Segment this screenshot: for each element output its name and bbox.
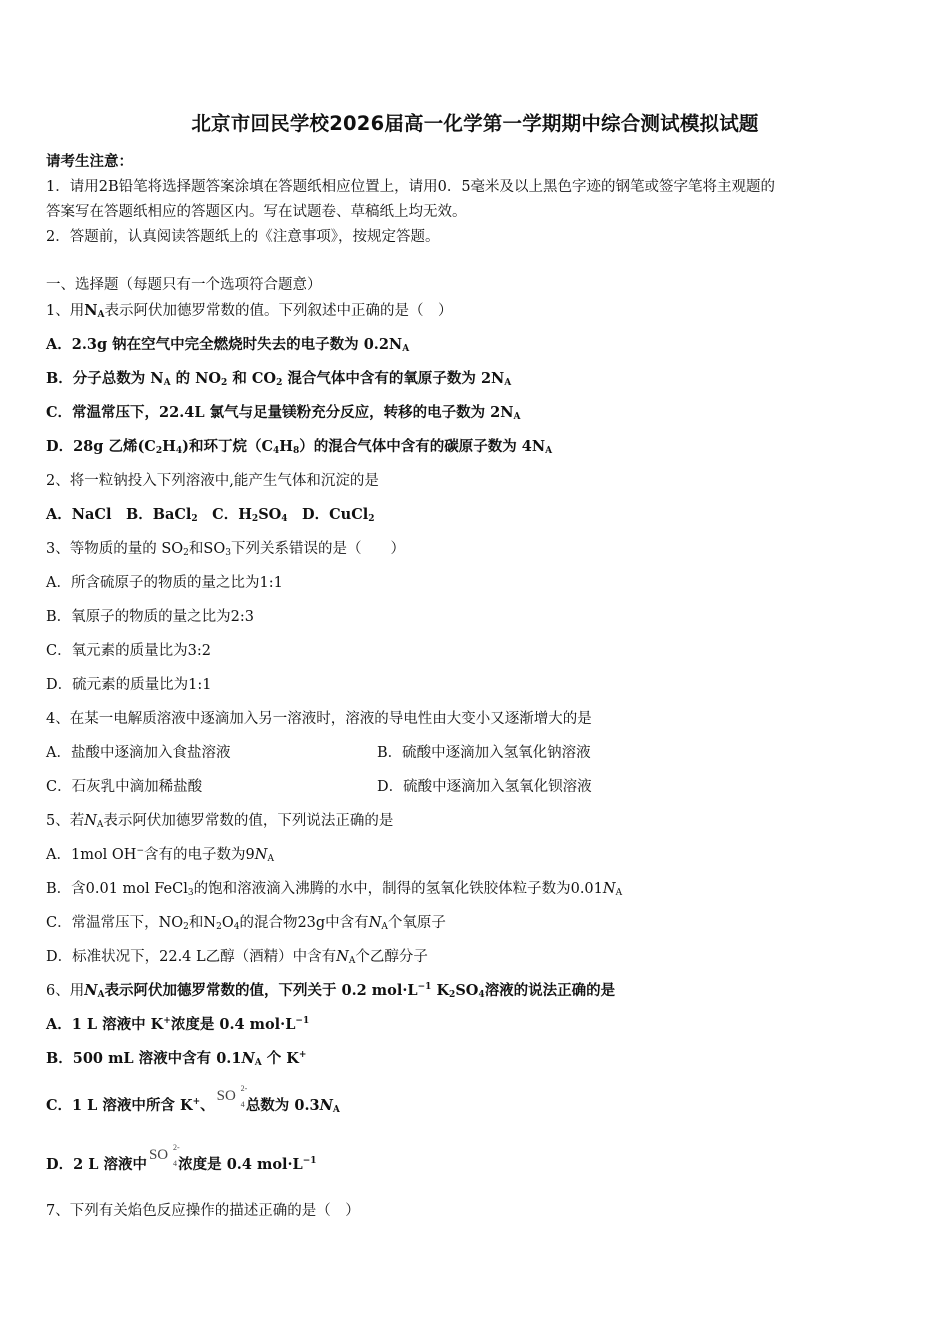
q6-stem-c: K [431, 982, 450, 999]
ion-base-2: SO [148, 1147, 169, 1163]
q6-c-text-b: 、 [200, 1097, 215, 1114]
q5-d-text-a: D．标准状况下，22.4 L乙醇（酒精）中含有 [46, 949, 337, 965]
q3-stem-b: 和SO [188, 541, 226, 557]
q1-b-text-d: 混合气体中含有的氧原子数为 2N [282, 370, 505, 387]
q1-option-d [46, 440, 552, 455]
q2-stem: 2、将一粒钠投入下列溶液中,能产生气体和沉淀的是 [46, 473, 379, 489]
q2-opt-b: C．H [197, 506, 252, 523]
q1-a-sub: A [402, 344, 410, 354]
q6-b-text-b: 个 K [261, 1050, 299, 1067]
q6-stem [46, 984, 615, 999]
q1-b-sub-4: A [504, 378, 512, 388]
q5-a-text-a: A．1mol OH [46, 847, 137, 863]
q6-stem-na: N [84, 982, 98, 999]
q3-option-d: D．硫元素的质量比为1:1 [46, 677, 212, 693]
q6-b-sub: A [254, 1058, 262, 1068]
q4-option-a: A．盐酸中逐滴加入食盐溶液 [46, 745, 231, 761]
q5-c-text-c: O [221, 915, 234, 931]
q4-option-d: D．硫酸中逐滴加入氢氧化钡溶液 [377, 779, 592, 795]
q3-sub-1: 2 [183, 548, 189, 558]
q6-option-d [46, 1143, 317, 1173]
sulfate-ion-formula-2 [148, 1143, 180, 1168]
q3-stem-a: 3、等物质的量的 SO [46, 541, 184, 557]
q5-c-na: N [368, 915, 382, 931]
q3-option-a: A．所含硫原子的物质的量之比为1:1 [46, 575, 283, 591]
q5-b-text-b: 的饱和溶液滴入沸腾的水中，制得的氢氧化铁胶体粒子数为0.01 [193, 881, 603, 897]
q6-a-sup-2: −1 [295, 1016, 310, 1026]
q1-d-text-a: D．28g 乙烯(C [46, 438, 156, 455]
ion-base: SO [216, 1088, 236, 1104]
ion-sup-2: 2- [172, 1143, 180, 1152]
notice-item-2: 2．答题前，认真阅读答题纸上的《注意事项》，按规定答题。 [46, 229, 440, 245]
q2-opt-a: A．NaCl B．BaCl [46, 506, 192, 523]
q1-d-text-c: )和环丁烷（C [182, 438, 273, 455]
q5-d-sub: A [348, 956, 356, 966]
q7-stem: 7、下列有关焰色反应操作的描述正确的是（ ） [46, 1203, 360, 1219]
q1-d-text-b: H [162, 438, 176, 455]
q1-option-b [46, 372, 511, 387]
q2-opt-c: SO [258, 506, 282, 523]
q5-stem-a: 5、若 [46, 813, 85, 829]
q6-d-sup: −1 [302, 1156, 317, 1166]
q1-stem-text-b: 表示阿伏加德罗常数的值。下列叙述中正确的是（ ） [104, 303, 453, 319]
q2-sub-2: 2 [251, 514, 259, 524]
ion-sup: 2- [240, 1084, 248, 1093]
q6-c-sup: + [192, 1097, 201, 1107]
q4-stem: 4、在某一电解质溶液中逐滴加入另一溶液时，溶液的导电性由大变小又逐渐增大的是 [46, 711, 592, 727]
q5-option-b [46, 882, 622, 897]
q2-sub-3: 4 [281, 514, 288, 524]
q5-c-text-a: C．常温常压下，NO [46, 915, 184, 931]
q5-c-sub-2: 2 [216, 922, 222, 932]
q1-b-text-a: B．分子总数为 N [46, 370, 164, 387]
q6-stem-sub-2: 2 [449, 990, 456, 1000]
q6-d-text-a: D．2 L 溶液中 [46, 1156, 147, 1173]
q1-stem [46, 304, 452, 319]
q5-c-sub-1: 2 [183, 922, 189, 932]
q6-b-text-a: B．500 mL 溶液中含有 0.1 [46, 1050, 242, 1067]
q5-a-sup: − [136, 846, 145, 856]
q6-c-text-a: C．1 L 溶液中所含 K [46, 1097, 193, 1114]
q5-stem-sub: A [96, 820, 104, 830]
q6-c-sub: A [332, 1105, 340, 1115]
q1-d-sub-3: 4 [272, 446, 280, 456]
q2-sub-1: 2 [191, 514, 198, 524]
q5-b-na: N [602, 881, 616, 897]
q2-opt-d: D．CuCl [287, 506, 369, 523]
q6-stem-sup: −1 [417, 982, 432, 992]
sulfate-ion-formula [216, 1084, 248, 1109]
q6-a-text-b: 浓度是 0.4 mol·L [170, 1016, 296, 1033]
q5-option-c [46, 916, 446, 931]
q1-stem-na: N [84, 302, 98, 319]
q1-b-sub-2: 2 [221, 378, 228, 388]
q6-c-na: N [319, 1097, 333, 1114]
notice-heading: 请考生注意： [46, 153, 133, 170]
q2-options [46, 508, 375, 523]
q6-a-text-a: A．1 L 溶液中 K [46, 1016, 164, 1033]
q1-b-text-c: 和 CO [227, 370, 277, 387]
q1-d-text-e: ）的混合气体中含有的碳原子数为 4N [299, 438, 546, 455]
q5-option-a [46, 848, 274, 863]
q1-d-sub-5: A [545, 446, 553, 456]
q6-stem-sub: A [97, 990, 105, 1000]
q5-stem-b: 表示阿伏加德罗常数的值，下列说法正确的是 [103, 813, 394, 829]
q5-a-text-b: 含有的电子数为9 [144, 847, 255, 863]
q6-d-text-b: 浓度是 0.4 mol·L [178, 1156, 303, 1173]
q3-option-b: B．氧原子的物质的量之比为2:3 [46, 609, 254, 625]
q5-c-text-e: 个氧原子 [387, 915, 446, 931]
q5-stem [46, 814, 393, 829]
q1-stem-sub: A [97, 310, 105, 320]
q5-d-text-b: 个乙醇分子 [355, 949, 428, 965]
q3-sub-2: 3 [225, 548, 231, 558]
q6-option-a [46, 1018, 309, 1033]
q1-b-sub-1: A [163, 378, 171, 388]
q6-stem-e: 溶液的说法正确的是 [484, 982, 616, 999]
q5-a-na: N [254, 847, 268, 863]
q2-sub-4: 2 [368, 514, 375, 524]
notice-item-1-line-2: 答案写在答题纸相应的答题区内。写在试题卷、草稿纸上均无效。 [46, 204, 467, 220]
q6-b-sup: + [298, 1050, 307, 1060]
q1-d-text-d: H [279, 438, 293, 455]
q6-b-na: N [241, 1050, 255, 1067]
q3-option-c: C．氧元素的质量比为3:2 [46, 643, 211, 659]
q4-option-b: B．硫酸中逐滴加入氢氧化钠溶液 [377, 745, 591, 761]
ion-sub-2: 4 [172, 1159, 177, 1168]
q4-option-c: C．石灰乳中滴加稀盐酸 [46, 779, 203, 795]
q1-stem-text-a: 1、用 [46, 303, 85, 319]
q3-stem [46, 542, 405, 557]
q6-stem-sub-3: 4 [478, 990, 485, 1000]
q5-b-text-a: B．含0.01 mol FeCl [46, 881, 188, 897]
q5-c-text-d: 的混合物23g中含有 [239, 915, 369, 931]
q6-stem-d: SO [455, 982, 479, 999]
q5-c-text-b: 和N [188, 915, 217, 931]
q6-a-sup-1: + [163, 1016, 171, 1026]
q1-c-sub: A [513, 412, 521, 422]
q5-b-sub-2: A [615, 888, 623, 898]
q5-option-d [46, 950, 428, 965]
notice-item-1-line-1: 1．请用2B铅笔将选择题答案涂填在答题纸相应位置上，请用0．5毫米及以上黑色字迹的钢笔或签字笔将主观题的 [46, 179, 776, 195]
q1-option-c [46, 406, 520, 421]
q1-b-sub-3: 2 [276, 378, 283, 388]
q5-c-sub-3: 4 [233, 922, 240, 932]
page-title: 北京市回民学校2026届高一化学第一学期期中综合测试模拟试题 [191, 112, 759, 135]
q5-a-sub: A [267, 854, 274, 864]
q1-b-text-b: 的 NO [170, 370, 222, 387]
q5-c-sub-4: A [381, 922, 388, 932]
q6-stem-a: 6、用 [46, 983, 85, 999]
q1-c-text: C．常温常压下，22.4L 氯气与足量镁粉充分反应，转移的电子数为 2N [46, 404, 514, 421]
q6-option-c [46, 1084, 340, 1115]
q6-c-text-c: 总数为 0.3 [245, 1097, 320, 1114]
q1-option-a [46, 338, 409, 353]
q1-d-sub-4: 8 [292, 446, 300, 456]
q5-stem-na: N [84, 813, 97, 829]
q1-d-sub-2: 4 [175, 446, 183, 456]
q5-b-sub-1: 3 [187, 888, 194, 898]
ion-sub: 4 [240, 1100, 245, 1109]
q6-option-b [46, 1052, 306, 1067]
section-heading: 一、选择题（每题只有一个选项符合题意） [46, 277, 322, 293]
q1-d-sub-1: 2 [155, 446, 163, 456]
q1-a-text: A．2.3g 钠在空气中完全燃烧时失去的电子数为 0.2N [46, 336, 403, 353]
q5-d-na: N [336, 949, 349, 965]
q3-stem-c: 下列关系错误的是（ ） [230, 541, 405, 557]
q6-stem-b: 表示阿伏加德罗常数的值，下列关于 0.2 mol·L [104, 982, 418, 999]
